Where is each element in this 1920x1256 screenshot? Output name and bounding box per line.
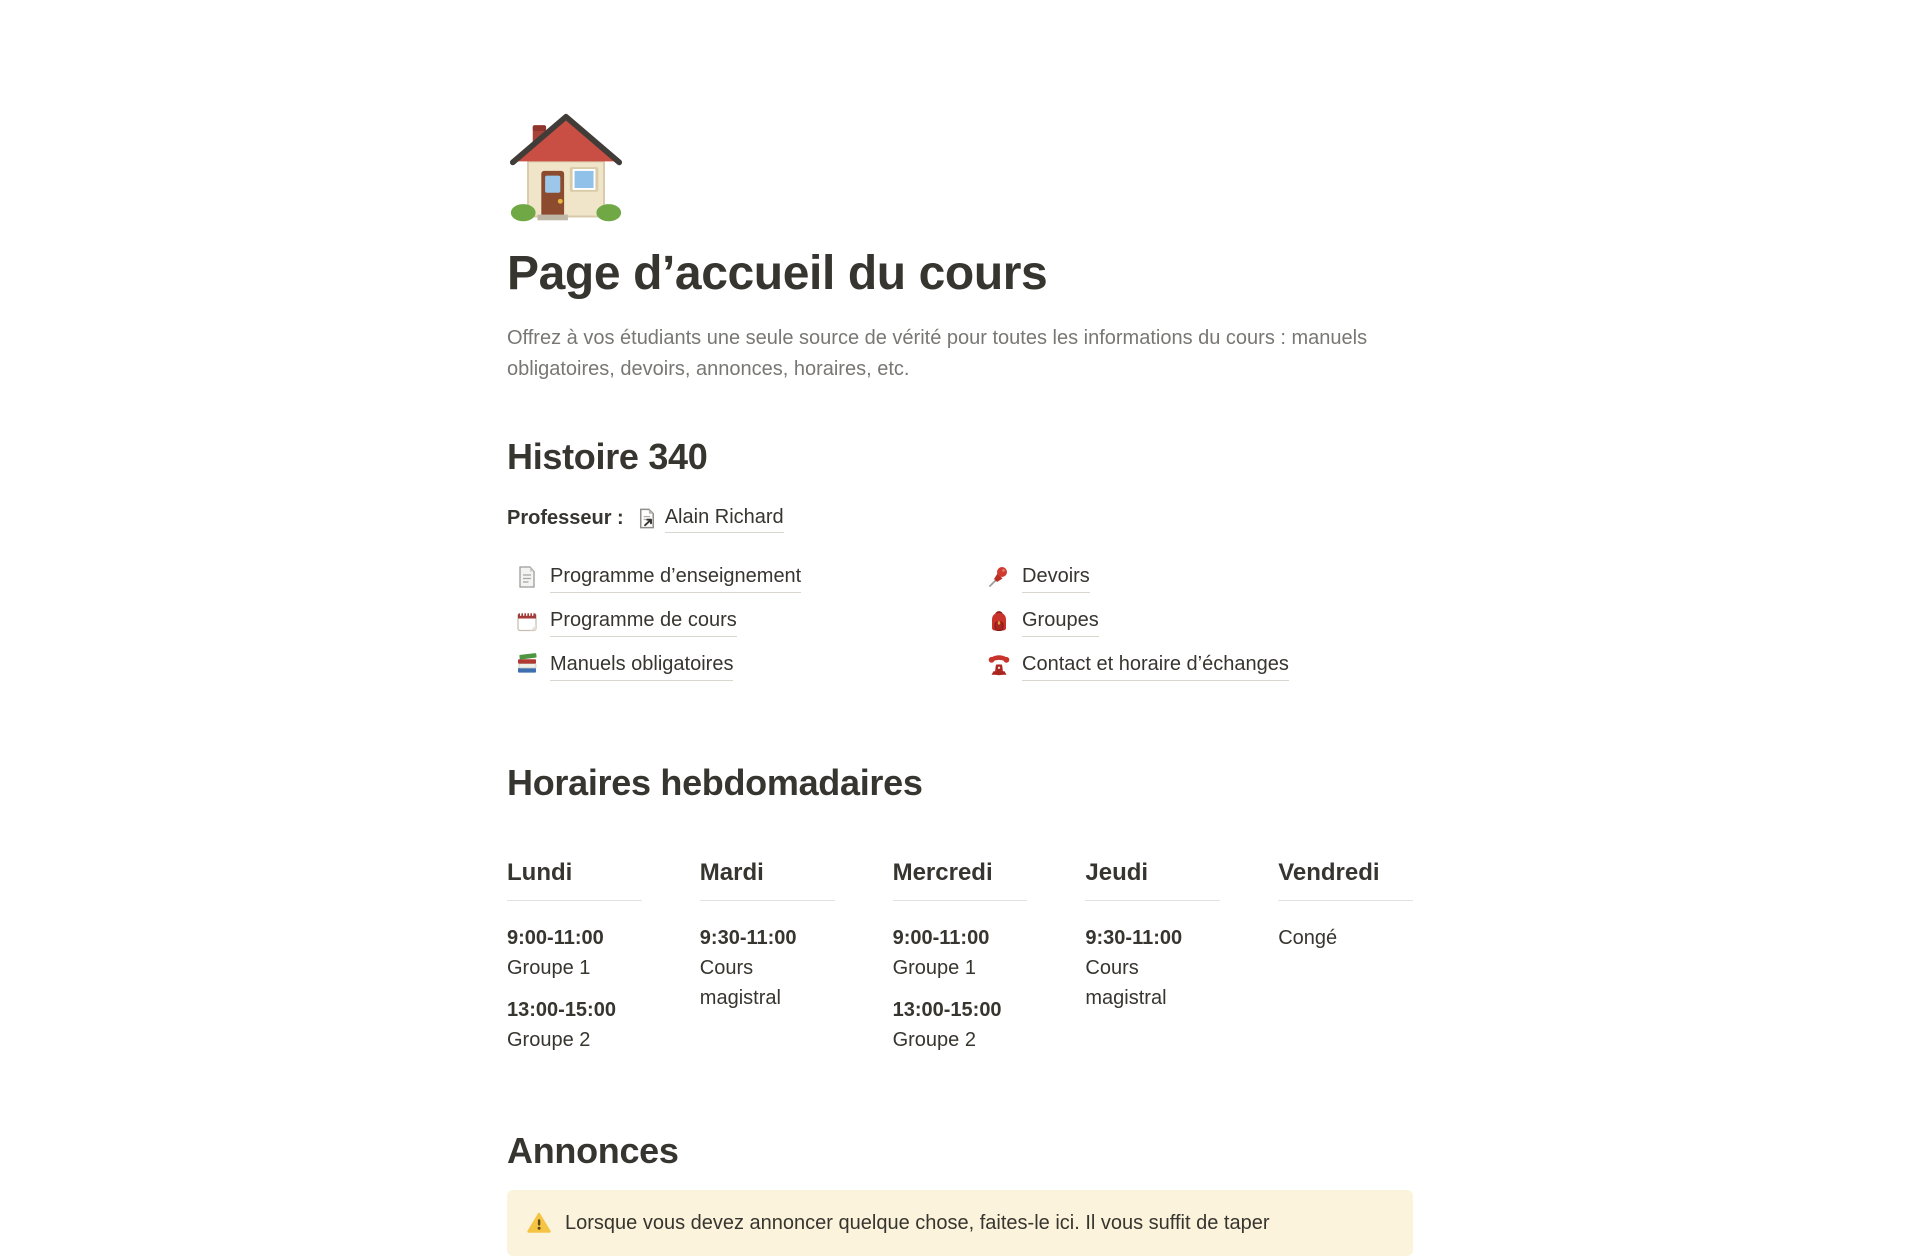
day-entries <box>1278 923 1413 953</box>
schedule-entry <box>507 923 642 983</box>
schedule-entry <box>700 923 835 1013</box>
day-entries <box>700 923 835 1013</box>
entry-time: 9:00-11:00 <box>892 927 990 950</box>
page-link-arrow-icon <box>635 507 658 530</box>
link-row-devoirs[interactable] <box>987 561 1413 593</box>
day-name: Lundi <box>507 858 642 901</box>
day-column-mardi <box>700 858 835 1067</box>
schedule-entry <box>1085 923 1220 1013</box>
entry-label: Groupe 1 <box>507 957 591 980</box>
house-icon[interactable] <box>509 112 623 226</box>
professor-label: Professeur : <box>507 507 624 530</box>
day-name: Jeudi <box>1085 858 1220 901</box>
announcements-heading: Annonces <box>507 1130 679 1172</box>
link-row-contact[interactable] <box>987 649 1413 681</box>
day-column-mercredi <box>893 858 1028 1067</box>
link-contact-horaire[interactable]: Contact et horaire d’échanges <box>1022 649 1289 681</box>
entry-label: Cours magistral <box>1085 957 1167 1010</box>
professor-line <box>507 504 1413 533</box>
page-content <box>507 0 1413 1256</box>
weekly-schedule <box>507 858 1413 1067</box>
books-icon <box>515 653 539 677</box>
entry-label: Groupe 2 <box>507 1029 591 1052</box>
entry-time: 9:30-11:00 <box>1085 927 1183 950</box>
entry-label: Groupe 2 <box>892 1029 976 1052</box>
entry-time: 13:00-15:00 <box>507 999 616 1022</box>
day-name: Vendredi <box>1278 858 1413 901</box>
backpack-icon <box>987 609 1011 633</box>
link-row-programme-cours[interactable] <box>515 605 941 637</box>
entry-time: 9:00-11:00 <box>507 927 604 950</box>
entry-time: 9:30-11:00 <box>699 927 797 950</box>
entry-label: Cours magistral <box>699 957 781 1010</box>
link-manuels-obligatoires[interactable]: Manuels obligatoires <box>550 649 733 681</box>
professor-link[interactable]: Alain Richard <box>665 504 784 533</box>
day-entries <box>507 923 642 1055</box>
schedule-entry <box>507 995 642 1055</box>
link-row-manuels[interactable] <box>515 649 941 681</box>
day-column-jeudi <box>1085 858 1220 1067</box>
day-name: Mercredi <box>893 858 1028 901</box>
link-row-groupes[interactable] <box>987 605 1413 637</box>
link-devoirs[interactable]: Devoirs <box>1022 561 1090 593</box>
warning-icon <box>527 1211 551 1235</box>
link-row-programme-enseignement[interactable] <box>515 561 941 593</box>
schedule-entry <box>1278 923 1413 953</box>
pushpin-icon <box>987 565 1011 589</box>
link-programme-cours[interactable]: Programme de cours <box>550 605 737 637</box>
day-column-lundi <box>507 858 642 1067</box>
day-entries <box>893 923 1028 1055</box>
schedule-entry <box>893 995 1028 1055</box>
link-programme-enseignement[interactable]: Programme d’enseignement <box>550 561 801 593</box>
course-links-left <box>515 561 941 693</box>
schedule-entry <box>893 923 1028 983</box>
page-title: Page d’accueil du cours <box>507 247 1048 300</box>
day-column-vendredi <box>1278 858 1413 1067</box>
schedule-heading: Horaires hebdomadaires <box>507 762 923 804</box>
day-entries <box>1085 923 1220 1013</box>
course-links <box>507 561 1413 693</box>
entry-label: Congé <box>1278 927 1338 950</box>
announcement-callout <box>507 1190 1413 1256</box>
document-icon <box>515 565 539 589</box>
page-description: Offrez à vos étudiants une seule source de vérité pour toutes les informations du cours : manuels obligatoires, devoirs, annonces, horaires, etc. <box>507 327 1368 381</box>
day-name: Mardi <box>700 858 835 901</box>
calendar-icon <box>515 609 539 633</box>
entry-time: 13:00-15:00 <box>892 999 1002 1022</box>
course-heading: Histoire 340 <box>507 436 708 478</box>
announcement-text: Lorsque vous devez annoncer quelque chose, faites-le ici. Il vous suffit de taper <box>565 1212 1270 1235</box>
telephone-icon <box>987 653 1011 677</box>
entry-label: Groupe 1 <box>892 957 976 980</box>
course-links-right <box>987 561 1413 693</box>
link-groupes[interactable]: Groupes <box>1022 605 1099 637</box>
